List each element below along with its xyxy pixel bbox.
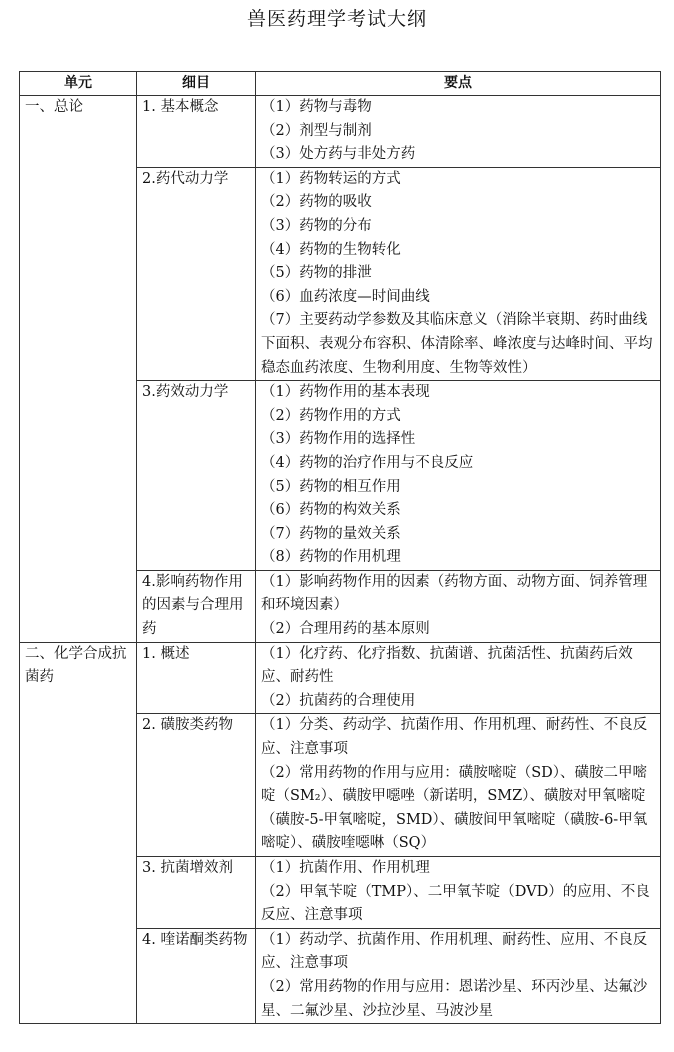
header-points: 要点 xyxy=(256,72,661,96)
point-text: （2）抗菌药的合理使用 xyxy=(261,692,416,709)
point-text: （1）分类、药动学、抗菌作用、作用机理、耐药性、不良反应、注意事项 xyxy=(261,717,648,758)
unit-name: 二、化学合成抗菌药 xyxy=(20,642,137,1024)
points-list xyxy=(256,96,661,168)
point-text: （1）抗菌作用、作用机理 xyxy=(261,860,430,876)
point-text: （2）药物作用的方式 xyxy=(261,407,401,424)
point-text: （2）常用药物的作用与应用：磺胺嘧啶（SD）、磺胺二甲嘧啶（SM₂）、磺胺甲噁唑（新诺明，SMZ）、磺胺对甲氧嘧啶（磺胺-5-甲氧嘧啶，SMD）、磺胺间甲氧嘧啶（磺胺-6-甲氧嘧啶）、磺胺喹噁啉（SQ） xyxy=(261,764,648,852)
point-text: （6）药物的构效关系 xyxy=(261,502,401,519)
unit-name: 一、总论 xyxy=(20,96,137,643)
table-row xyxy=(20,96,661,168)
point-text: （3）药物的分布 xyxy=(261,217,372,234)
item-name: 3. 抗菌增效剂 xyxy=(137,857,256,929)
point-text: （2）合理用药的基本原则 xyxy=(261,621,430,638)
point-text: （3）药物作用的选择性 xyxy=(261,431,416,448)
point-text: （8）药物的作用机理 xyxy=(261,549,401,566)
points-list xyxy=(256,167,661,380)
point-text: （2）药物的吸收 xyxy=(261,194,372,211)
points-list xyxy=(256,714,661,857)
item-name: 4.影响药物作用的因素与合理用药 xyxy=(137,570,256,642)
item-name: 2.药代动力学 xyxy=(137,167,256,380)
point-text: （1）影响药物作用的因素（药物方面、动物方面、饲养管理和环境因素） xyxy=(261,573,648,614)
point-text: （2）剂型与制剂 xyxy=(261,122,372,139)
point-text: （4）药物的治疗作用与不良反应 xyxy=(261,454,474,471)
item-name: 1. 概述 xyxy=(137,642,256,714)
header-unit: 单元 xyxy=(20,72,137,96)
point-text: （5）药物的相互作用 xyxy=(261,478,401,495)
point-text: （7）主要药动学参数及其临床意义（消除半衰期、药时曲线下面积、表观分布容积、体清除率、峰浓度与达峰时间、平均稳态血药浓度、生物利用度、生物等效性） xyxy=(261,312,653,376)
item-name: 4. 喹诺酮类药物 xyxy=(137,928,256,1023)
point-text: （1）药物与毒物 xyxy=(261,99,372,115)
item-name: 3.药效动力学 xyxy=(137,381,256,571)
syllabus-table xyxy=(19,71,661,1024)
point-text: （7）药物的量效关系 xyxy=(261,525,401,542)
point-text: （6）血药浓度—时间曲线 xyxy=(261,288,430,305)
point-text: （1）药物转运的方式 xyxy=(261,170,401,187)
point-text: （1）药动学、抗菌作用、作用机理、耐药性、应用、不良反应、注意事项 xyxy=(261,931,648,972)
item-name: 2. 磺胺类药物 xyxy=(137,714,256,857)
table-header-row xyxy=(20,72,661,96)
point-text: （1）药物作用的基本表现 xyxy=(261,384,430,401)
item-name: 1. 基本概念 xyxy=(137,96,256,168)
point-text: （2）常用药物的作用与应用：恩诺沙星、环丙沙星、达氟沙星、二氟沙星、沙拉沙星、马波沙星 xyxy=(261,978,648,1019)
point-text: （5）药物的排泄 xyxy=(261,265,372,282)
header-item: 细目 xyxy=(137,72,256,96)
points-list xyxy=(256,928,661,1023)
points-list xyxy=(256,857,661,929)
table-row xyxy=(20,642,661,714)
point-text: （1）化疗药、化疗指数、抗菌谱、抗菌活性、抗菌药后效应、耐药性 xyxy=(261,645,633,686)
point-text: （4）药物的生物转化 xyxy=(261,241,401,258)
points-list xyxy=(256,570,661,642)
points-list xyxy=(256,642,661,714)
point-text: （2）甲氧苄啶（TMP）、二甲氧苄啶（DVD）的应用、不良反应、注意事项 xyxy=(261,883,650,924)
points-list xyxy=(256,381,661,571)
document-title: 兽医药理学考试大纲 xyxy=(246,8,427,30)
point-text: （3）处方药与非处方药 xyxy=(261,146,416,163)
